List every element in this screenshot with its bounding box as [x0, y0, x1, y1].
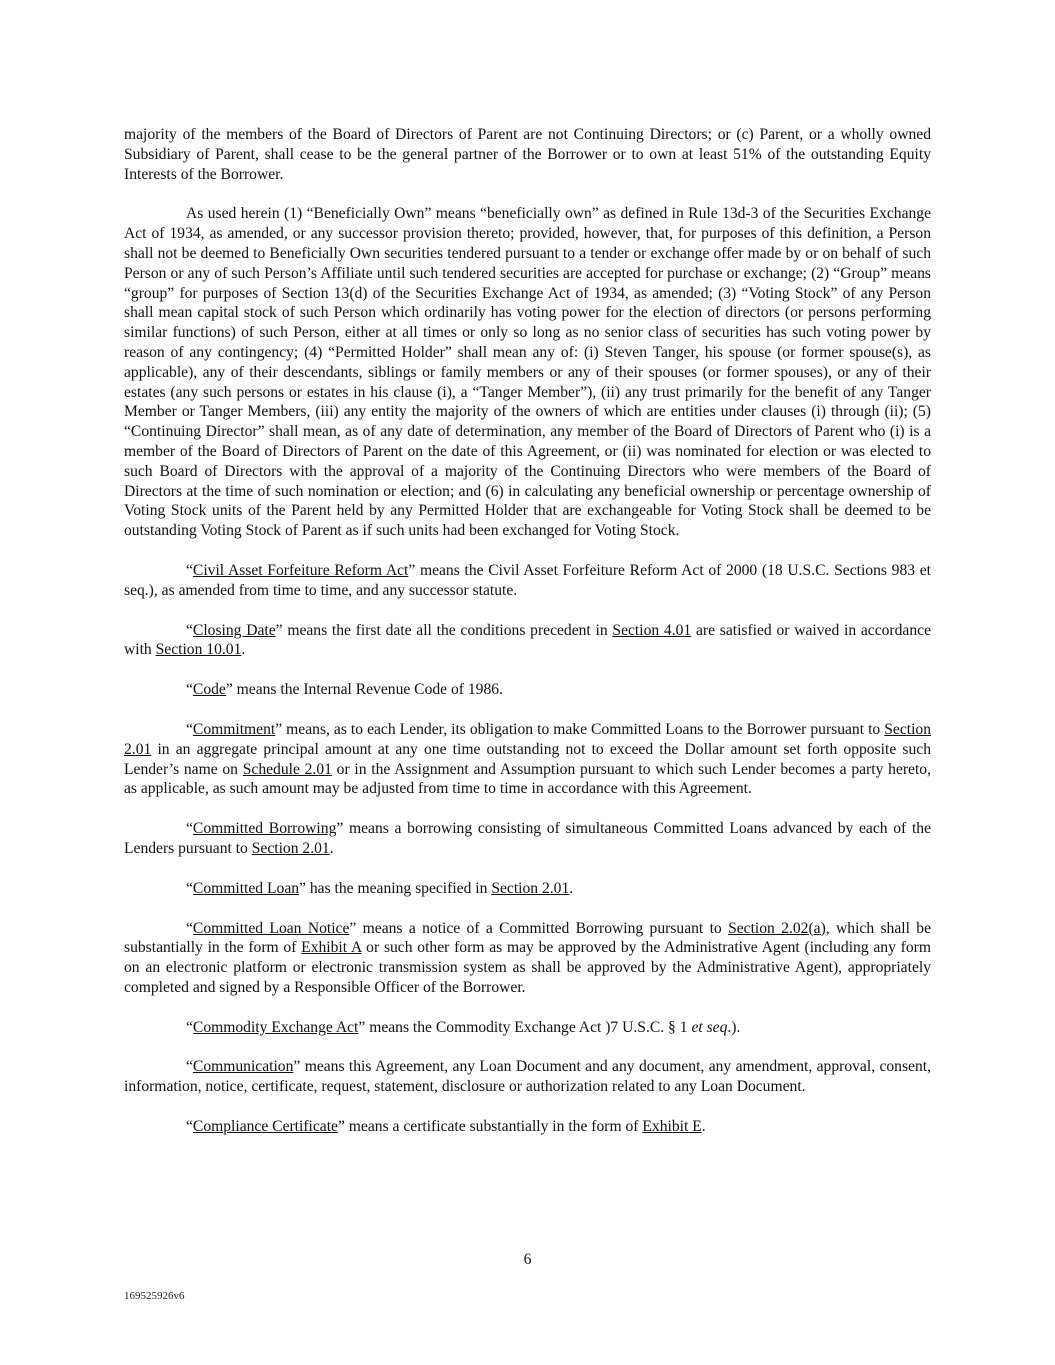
italic-et-seq: et seq: [691, 1018, 728, 1036]
document-body: [124, 125, 931, 1157]
defined-term: Closing Date: [192, 621, 276, 639]
defined-term: Committed Borrowing: [192, 820, 337, 838]
schedule-reference: Schedule 2.01: [242, 760, 332, 778]
defined-term: Commodity Exchange Act: [192, 1018, 359, 1036]
defined-term: Compliance Certificate: [192, 1118, 338, 1136]
definition-committed-loan-notice: “Committed Loan Notice” means a notice of a Committed Borrowing pursuant to Section 2.02(a), which shall be substantially in the form of Exhibit A or such other form as may be approved by the Administrative Agent (including any form on an electronic platform or electronic transmission system as shall be approved by the Administrative Agent), appropriately completed and signed by a Responsible Officer of the Borrower.: [124, 919, 931, 996]
paragraph-change-of-control-end: majority of the members of the Board of Directors of Parent are not Continuing Directors; or (c) Parent, or a wholly owned Subsidiary of Parent, shall cease to be the general partner of the Borrower or to own at least 51% of the outstanding Equity Interests of the Borrower.: [124, 126, 931, 183]
definition-commitment: “Commitment” means, as to each Lender, its obligation to make Committed Loans to the Borrower pursuant to Section 2.01 in an aggregate principal amount at any one time outstanding not to exceed the Dollar amount set forth opposite such Lender’s name on Schedule 2.01 or in the Assignment and Assumption pursuant to which such Lender becomes a party hereto, as applicable, as such amount may be adjusted from time to time in accordance with this Agreement.: [124, 720, 931, 798]
paragraph-used-herein: As used herein (1) “Beneficially Own” means “beneficially own” as defined in Rule 13d-3 of the Securities Exchange Act of 1934, as amended, or any successor provision thereto; provided, however, that, for purposes of this definition, a Person shall not be deemed to Beneficially Own securities tendered pursuant to a tender or exchange offer made by or on behalf of such Person or any of such Person’s Affiliate until such tendered securities are accepted for purchase or exchange; (2) “Group” means “group” for purposes of Section 13(d) of the Securities Exchange Act of 1934, as amended; (3) “Voting Stock” of any Person shall mean capital stock of such Person which ordinarily has voting power for the election of directors (or persons performing similar functions) of such Person, either at all times or only so long as no senior class of securities has such voting power by reason of any contingency; (4) “Permitted Holder” shall mean any of: (i) Steven Tanger, his spouse (or former spouse(s), as applicable), any of their descendants, siblings or family members or any of their spouses (or former spouses), or any of their estates (any such persons or estates in his clause (i), a “Tanger Member”), (ii) any trust primarily for the benefit of any Tanger Member or Tanger Members, (iii) any entity the majority of the owners of which are entities under clauses (i) through (ii); (5) “Continuing Director” shall mean, as of any date of determination, any member of the Board of Directors of Parent who (i) is a member of the Board of Directors of Parent on the date of this Agreement, or (ii) was nominated for election or was elected to such Board of Directors with the approval of a majority of the Continuing Directors who were members of the Board of Directors at the time of such nomination or election; and (6) in calculating any beneficial ownership or percentage ownership of Voting Stock units of the Parent held by any Permitted Holder that are exchangeable for Voting Stock shall be deemed to be outstanding Voting Stock of Parent as if such units had been exchanged for Voting Stock.: [124, 205, 931, 540]
definition-compliance-certificate: “Compliance Certificate” means a certificate substantially in the form of Exhibit E.: [186, 1118, 706, 1136]
document-id: 169525926v6: [124, 1290, 185, 1302]
defined-term: Commitment: [192, 720, 276, 738]
definition-code: “Code” means the Internal Revenue Code of 1986.: [186, 681, 503, 699]
section-reference: Section 2.01: [491, 879, 570, 897]
section-reference: Section 4.01: [612, 621, 692, 639]
exhibit-reference: Exhibit A: [301, 939, 362, 957]
section-reference: Section 2.02(a): [728, 919, 826, 937]
defined-term: Committed Loan Notice: [192, 919, 350, 937]
section-reference: Section 2.01: [124, 720, 931, 758]
section-reference: Section 10.01: [155, 641, 242, 659]
exhibit-reference: Exhibit E: [642, 1118, 702, 1136]
defined-term: Communication: [192, 1058, 294, 1076]
defined-term: Committed Loan: [192, 879, 300, 897]
definition-communication: “Communication” means this Agreement, any Loan Document and any document, any amendment, approval, consent, information, notice, certificate, request, statement, disclosure or authorization related to any Loan Document.: [124, 1058, 931, 1096]
page-number: 6: [523, 1251, 532, 1268]
definition-closing-date: “Closing Date” means the first date all the conditions precedent in Section 4.01 are satisfied or waived in accordance with Section 10.01.: [124, 621, 931, 659]
defined-term: Code: [192, 681, 226, 699]
defined-term: Civil Asset Forfeiture Reform Act: [192, 561, 409, 579]
section-reference: Section 2.01: [251, 839, 330, 857]
definition-civil-asset-forfeiture-reform-act: “Civil Asset Forfeiture Reform Act” means the Civil Asset Forfeiture Reform Act of 2000 (18 U.S.C. Sections 983 et seq.), as amended from time to time, and any successor statute.: [124, 561, 931, 599]
definition-committed-borrowing: “Committed Borrowing” means a borrowing consisting of simultaneous Committed Loans advanced by each of the Lenders pursuant to Section 2.01.: [124, 820, 932, 857]
definition-commodity-exchange-act: “Commodity Exchange Act” means the Commodity Exchange Act )7 U.S.C. § 1 et seq.).: [186, 1018, 741, 1036]
definition-committed-loan: “Committed Loan” has the meaning specified in Section 2.01.: [186, 879, 574, 897]
